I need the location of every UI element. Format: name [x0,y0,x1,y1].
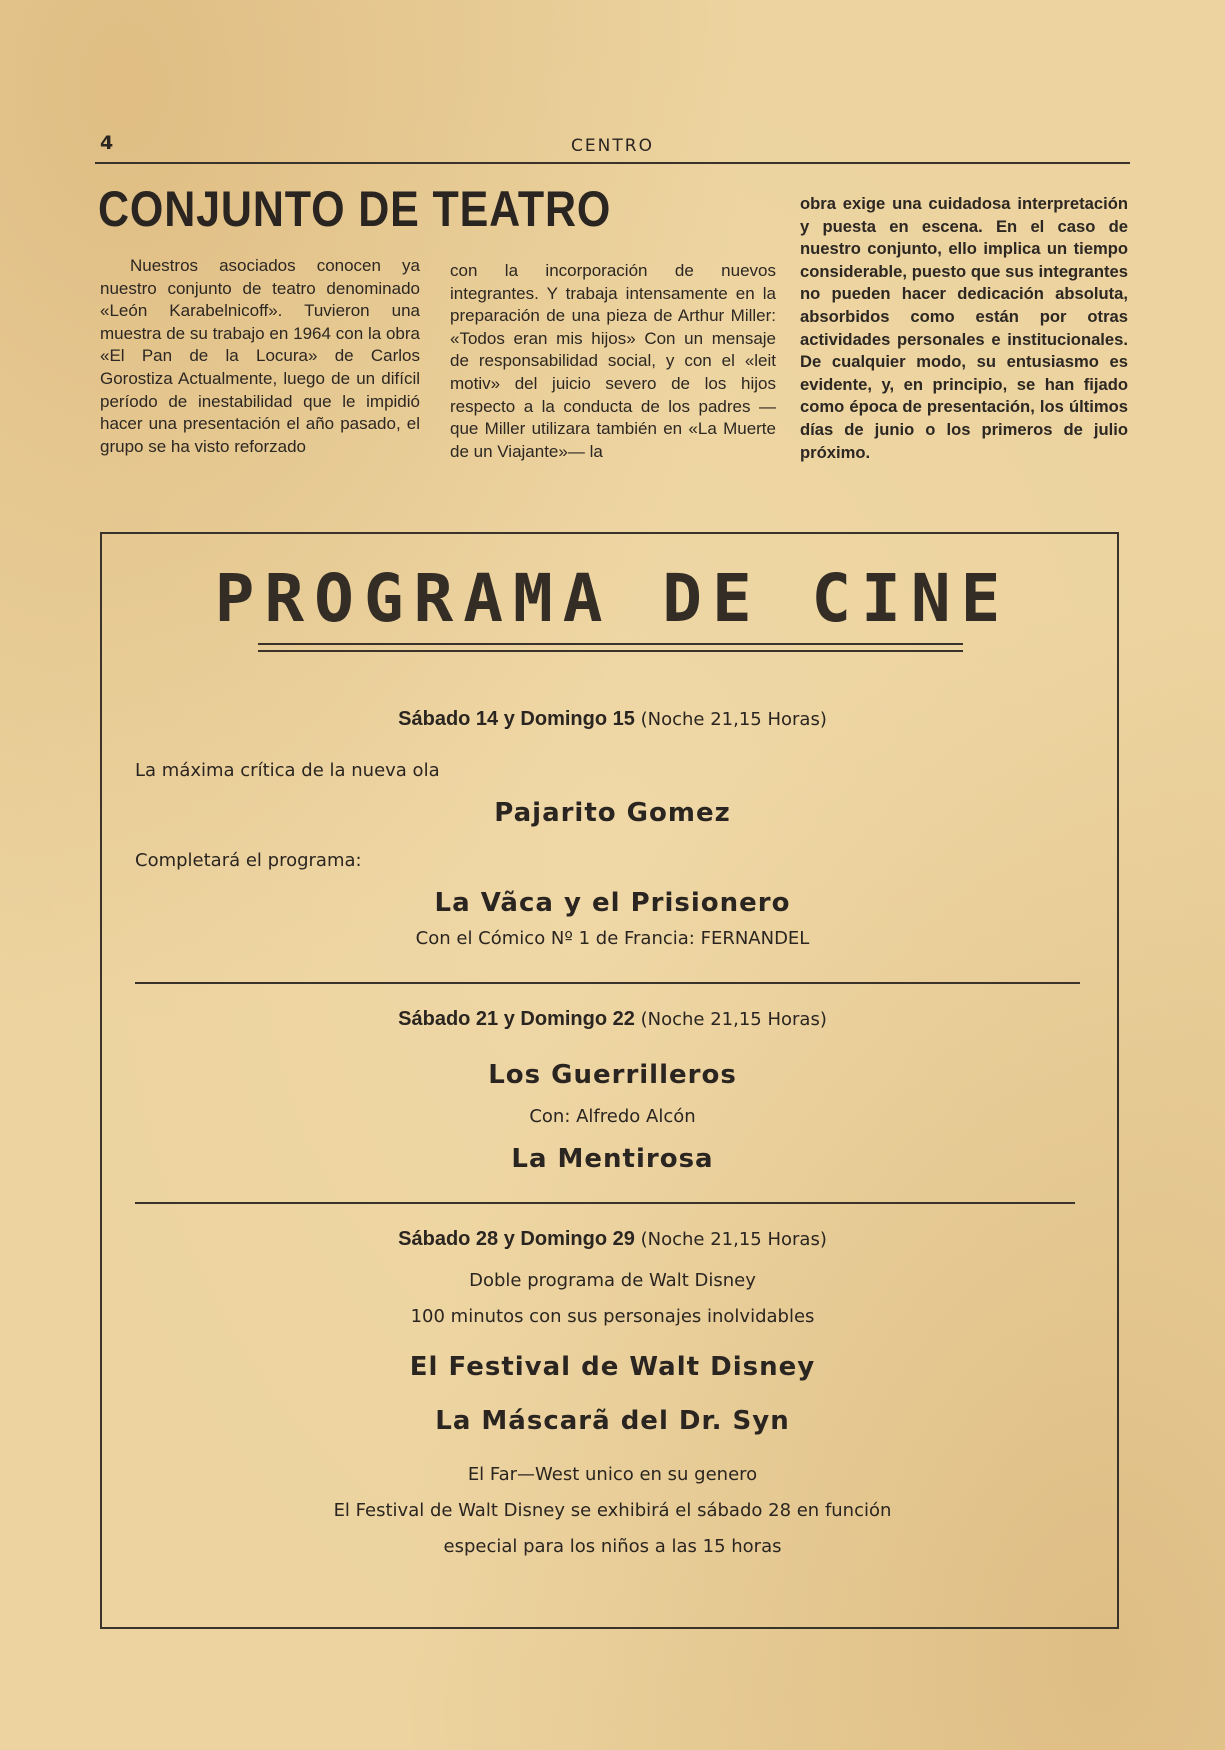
film-title: El Festival de Walt Disney [409,1352,816,1382]
film-info: Con: Alfredo Alcón [529,1106,696,1127]
weekend-1-note-2: Completará el programa: [135,850,362,871]
program-info: Doble programa de Walt Disney [469,1270,756,1291]
weekend-1-date-line [0,708,1225,731]
program-note: El Festival de Walt Disney se exhibirá el sábado 28 en función [333,1500,892,1521]
weekend-time: (Noche 21,15 Horas) [640,709,827,730]
publication-title: CENTRO [571,136,654,156]
weekend-time: (Noche 21,15 Horas) [640,1229,827,1250]
weekend-separator [135,982,1080,984]
weekend-1-note: La máxima crítica de la nueva ola [135,760,440,781]
program-note: especial para los niños a las 15 horas [443,1536,782,1557]
program-note: El Far—West unico en su genero [467,1464,758,1485]
film-title: Pajarito Gomez [494,798,731,828]
weekend-2-date-line [0,1008,1225,1031]
program-info: 100 minutos con sus personajes inolvidables [410,1306,815,1327]
article-column-1 [100,255,420,458]
program-title-rule [258,643,963,652]
article-column-3 [800,193,1128,464]
program-title: PROGRAMA DE CINE [214,560,1011,637]
film-title: La Vãca y el Prisionero [434,888,791,918]
weekend-date: Sábado 14 y Domingo 15 [398,708,635,730]
film-title: La Máscarã del Dr. Syn [435,1406,790,1436]
header-rule [95,162,1130,164]
weekend-time: (Noche 21,15 Horas) [640,1009,827,1030]
article-title: CONJUNTO DE TEATRO [98,181,612,237]
article-paragraph: con la incorporación de nuevos integrantes. Y trabaja intensamente en la preparación de una pieza de Arthur Miller: «Todos eran mis hijos» Con un mensaje de responsabilidad social, y con el «leit motiv» del juicio severo de los hijos respecto a la conducta de los padres —que Miller utilizara también en «La Muerte de un Viajante»— la [450,261,776,461]
weekend-date: Sábado 28 y Domingo 29 [398,1228,635,1250]
weekend-3-date-line [0,1228,1225,1251]
weekend-date: Sábado 21 y Domingo 22 [398,1008,635,1030]
article-column-2 [450,260,776,463]
film-title: La Mentirosa [511,1144,714,1174]
page-number: 4 [100,132,114,154]
film-info: Con el Cómico Nº 1 de Francia: FERNANDEL [415,928,810,949]
weekend-separator [135,1202,1075,1204]
article-paragraph: Nuestros asociados conocen ya nuestro conjunto de teatro denominado «León Karabelnicoff». Tuvieron una muestra de su trabajo en 1964 con la obra «El Pan de la Locura» de Carlos Gorostiza Actualmente, luego de un difícil período de inestabilidad que le impidió hacer una presentación el año pasado, el grupo se ha visto reforzado [100,256,420,456]
film-title: Los Guerrilleros [488,1060,737,1090]
article-paragraph: obra exige una cuidadosa interpretación y puesta en escena. En el caso de nuestro conjunto, ello implica un tiempo considerable, puesto que sus integrantes no pueden hacer dedicación absoluta, absorbidos como están por otras actividades personales e institucionales. De cualquier modo, su entusiasmo es evidente, y, en principio, se han fijado como época de presentación, los últimos días de junio o los primeros de julio próximo. [800,194,1128,462]
